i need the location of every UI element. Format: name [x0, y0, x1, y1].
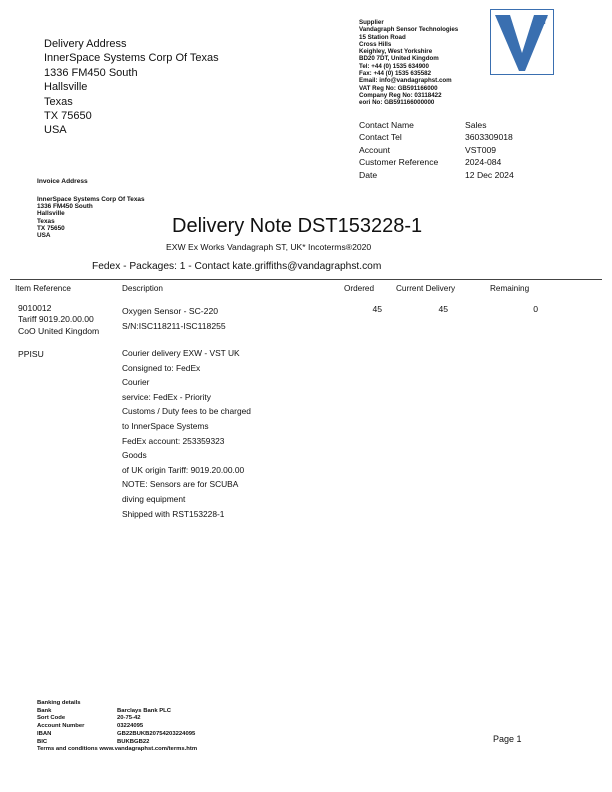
page-number: Page 1	[493, 734, 522, 744]
supplier-line: VAT Reg No: GB591166000	[359, 84, 438, 92]
contact-details	[359, 119, 514, 181]
banking-label: BIC	[37, 738, 48, 745]
description-line: S/N:ISC118211-ISC118255	[122, 321, 226, 331]
banking-title: Banking details	[37, 700, 81, 706]
banking-label: Sort Code	[37, 715, 66, 722]
contact-row	[359, 144, 514, 156]
banking-value: BUKBGB22	[117, 738, 150, 745]
supplier-line: eori No: GB591166000000	[359, 99, 435, 107]
supplier-line: Email: info@vandagraphst.com	[359, 77, 452, 85]
supplier-title: Supplier	[359, 19, 384, 26]
ordered-qty: 45	[372, 304, 382, 314]
invoice-address-line: Texas	[37, 217, 55, 225]
delivery-address-title: Delivery Address	[44, 38, 127, 50]
banking-value: 03224095	[117, 723, 144, 730]
banking-label: IBAN	[37, 730, 52, 737]
contact-label: Date	[359, 169, 378, 180]
banking-value: GB22BUKB20754203224095	[117, 730, 196, 737]
item-description	[122, 304, 226, 334]
delivery-address-line: USA	[44, 124, 67, 137]
contact-row	[359, 119, 514, 131]
contact-row	[359, 156, 514, 168]
invoice-address-line: TX 75650	[37, 224, 65, 232]
item-reference: PPISU	[18, 349, 44, 359]
description-line: Goods	[122, 450, 147, 461]
contact-row	[359, 131, 514, 143]
column-header-current-delivery: Current Delivery	[396, 284, 456, 293]
contact-label: Contact Tel	[359, 132, 402, 143]
description-line: Courier	[122, 377, 150, 388]
shipment-info: Fedex - Packages: 1 - Contact kate.griffiths@vandagraphst.com	[92, 261, 382, 272]
description-line: Consigned to: FedEx	[122, 362, 201, 373]
banking-row	[37, 708, 197, 716]
contact-value: 2024-084	[465, 157, 502, 168]
supplier-line: Vandagraph Sensor Technologies	[359, 26, 459, 34]
banking-label: Bank	[37, 707, 52, 714]
supplier-line: BD20 7DT, United Kingdom	[359, 55, 439, 63]
description-line: Oxygen Sensor - SC-220	[122, 306, 219, 316]
invoice-address-title: Invoice Address	[37, 178, 88, 185]
invoice-address-line: Hallsville	[37, 210, 65, 218]
banking-row	[37, 731, 197, 739]
description-line: Shipped with RST153228-1	[122, 508, 225, 519]
description-line: service: FedEx - Priority	[122, 391, 211, 402]
invoice-address-line: InnerSpace Systems Corp Of Texas	[37, 196, 145, 203]
supplier-line: Company Reg No: 03118422	[359, 91, 442, 99]
column-header-remaining: Remaining	[490, 284, 530, 293]
incoterms-line: EXW Ex Works Vandagraph ST, UK* Incoterms®2020	[166, 242, 372, 252]
item-description	[122, 346, 251, 521]
current-delivery-qty: 45	[438, 304, 448, 314]
banking-value: 20-75-42	[117, 715, 141, 722]
terms-link[interactable]: Terms and conditions www.vandagraphst.com/terms.htm	[37, 746, 198, 753]
column-header-ordered: Ordered	[344, 284, 375, 293]
delivery-address	[44, 37, 219, 138]
banking-label: Account Number	[37, 723, 85, 730]
banking-row	[37, 739, 197, 747]
contact-label: Account	[359, 144, 391, 155]
banking-value: Barclays Bank PLC	[117, 707, 172, 714]
supplier-line: Tel: +44 (0) 1535 634900	[359, 62, 429, 70]
delivery-address-line: InnerSpace Systems Corp Of Texas	[44, 52, 219, 65]
delivery-address-line: Texas	[44, 95, 73, 108]
banking-details	[37, 700, 197, 754]
delivery-address-line: Hallsville	[44, 81, 88, 94]
supplier-line: Fax: +44 (0) 1535 635582	[359, 70, 432, 78]
invoice-address-line: 1336 FM450 South	[37, 203, 93, 211]
delivery-address-line: TX 75650	[44, 110, 92, 123]
logo-text: ST	[536, 16, 548, 26]
contact-value: Sales	[465, 120, 487, 130]
contact-value: 3603309018	[465, 132, 513, 143]
column-header-description: Description	[122, 284, 163, 293]
item-reference: 9010012	[18, 303, 52, 313]
item-origin: CoO United Kingdom	[18, 325, 100, 336]
company-logo	[490, 9, 554, 75]
supplier-line: Keighley, West Yorkshire	[359, 48, 433, 56]
contact-value: VST009	[465, 144, 497, 155]
description-line: Courier delivery EXW - VST UK	[122, 348, 240, 358]
description-line: Customs / Duty fees to be charged	[122, 406, 251, 417]
description-line: NOTE: Sensors are for SCUBA	[122, 479, 239, 490]
description-line: of UK origin Tariff: 9019.20.00.00	[122, 464, 245, 475]
banking-row	[37, 715, 197, 723]
description-line: FedEx account: 253359323	[122, 435, 225, 446]
contact-label: Customer Reference	[359, 157, 439, 168]
table-row	[18, 303, 99, 337]
supplier-block	[359, 19, 458, 107]
table-row	[18, 349, 44, 360]
supplier-line: 15 Station Road	[359, 33, 406, 41]
item-tariff: Tariff 9019.20.00.00	[18, 314, 94, 325]
description-line: diving equipment	[122, 493, 186, 504]
column-header-item-reference: Item Reference	[15, 284, 71, 293]
invoice-address-line: USA	[37, 232, 51, 240]
banking-row	[37, 723, 197, 731]
delivery-address-line: 1336 FM450 South	[44, 66, 138, 79]
description-line: to InnerSpace Systems	[122, 420, 209, 431]
invoice-address	[37, 196, 145, 239]
document-title: Delivery Note DST153228-1	[172, 215, 423, 237]
header-divider	[10, 279, 602, 280]
supplier-line: Cross Hills	[359, 40, 392, 48]
contact-row	[359, 169, 514, 181]
remaining-qty: 0	[533, 304, 538, 314]
contact-label: Contact Name	[359, 120, 414, 130]
contact-value: 12 Dec 2024	[465, 169, 514, 180]
